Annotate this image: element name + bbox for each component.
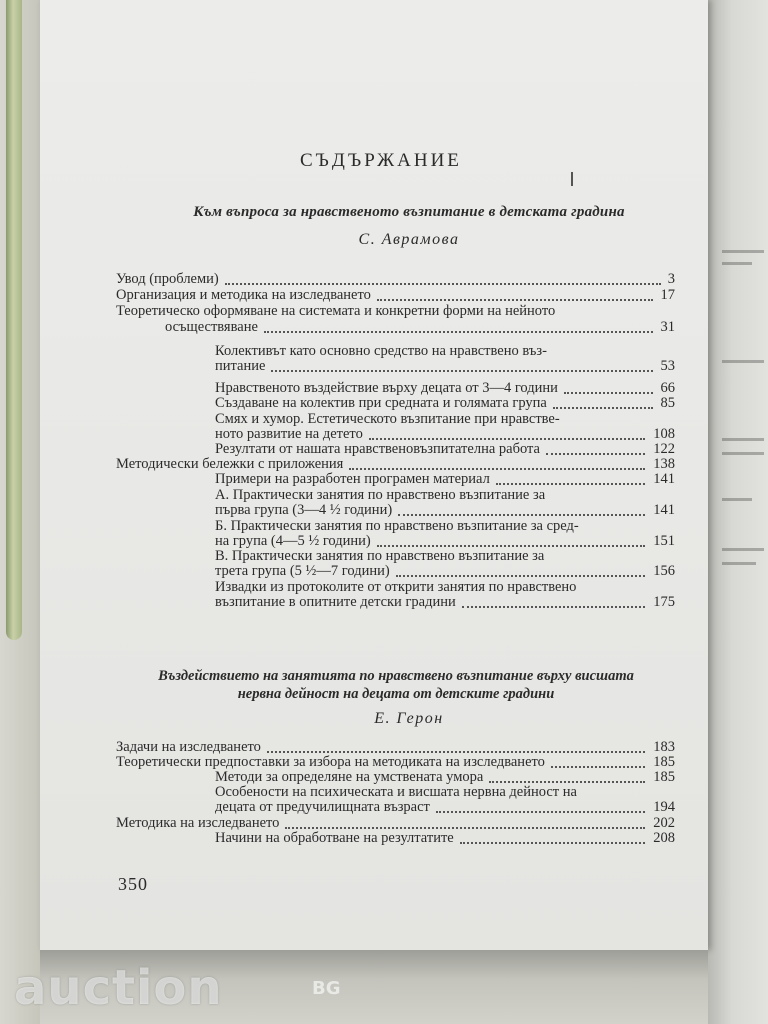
toc-entry-text: Примери на разработен програмен материал bbox=[215, 471, 490, 487]
toc-entry-page: 202 bbox=[653, 815, 675, 831]
toc-entry-page: 108 bbox=[653, 426, 675, 442]
toc-entry-text: Методи за определяне на умствената умора bbox=[215, 769, 484, 785]
toc-entry-text: Извадки из протоколите от открити занятия по нравствено bbox=[215, 579, 577, 595]
toc-dot-leader bbox=[489, 781, 645, 783]
print-mark bbox=[571, 172, 573, 186]
toc-dot-leader bbox=[377, 545, 645, 547]
toc-entry-text: Създаване на колектив при средната и голямата група bbox=[215, 395, 547, 411]
toc-entry-page: 53 bbox=[660, 358, 675, 374]
toc-entry-page: 17 bbox=[660, 287, 675, 303]
toc-entry-text: Колективът като основно средство на нравствено въз- bbox=[215, 343, 547, 359]
toc-entry-text: първа група (3—4 ½ години) bbox=[215, 502, 393, 518]
section2-title-line2: нервна дейност на децата от детските градини bbox=[237, 686, 555, 702]
toc-entry-text: А. Практически занятия по нравствено възпитание за bbox=[215, 487, 546, 503]
book-spine bbox=[6, 0, 22, 640]
toc-dot-leader bbox=[462, 606, 645, 608]
toc-dot-leader bbox=[551, 766, 645, 768]
toc-entry-text: Организация и методика на изследването bbox=[116, 287, 371, 303]
toc-entry-page: 141 bbox=[653, 471, 675, 487]
facing-page-text-mark bbox=[722, 562, 756, 565]
toc-entry-page: 3 bbox=[667, 271, 675, 287]
toc-entry-page: 141 bbox=[653, 502, 675, 518]
contents-heading: СЪДЪРЖАНИЕ bbox=[300, 150, 462, 171]
toc-dot-leader bbox=[369, 438, 645, 440]
toc-entry-page: 138 bbox=[653, 456, 675, 472]
facing-page bbox=[708, 0, 768, 1024]
toc-entry-text: Методически бележки с приложения bbox=[116, 456, 344, 472]
toc-entry-text: Нравственото въздействие върху децата от 3—4 години bbox=[215, 380, 558, 396]
toc-entry-text: Смях и хумор. Естетическото възпитание при нравстве- bbox=[215, 411, 560, 427]
toc-entry-page: 156 bbox=[653, 563, 675, 579]
facing-page-text-mark bbox=[722, 250, 764, 253]
facing-page-text-mark bbox=[722, 548, 764, 551]
section2-title-line1: Въздействието на занятията по нравствено възпитание върху висшата bbox=[158, 668, 634, 684]
toc-entry-text: ното развитие на детето bbox=[215, 426, 363, 442]
watermark-brand: auction bbox=[14, 960, 223, 1016]
section1-title: Към въпроса за нравственото възпитание в детската градина bbox=[193, 204, 625, 220]
toc-entry-page: 185 bbox=[653, 754, 675, 770]
facing-page-text-mark bbox=[722, 498, 752, 501]
toc-entry-page: 194 bbox=[653, 799, 675, 815]
toc-entry-text: Особености на психическата и висшата нервна дейност на bbox=[215, 784, 577, 800]
toc-dot-leader bbox=[553, 407, 653, 409]
toc-entry-page: 66 bbox=[660, 380, 675, 396]
toc-entry-text: Резултати от нашата нравственовъзпитателна работа bbox=[215, 441, 540, 457]
toc-dot-leader bbox=[264, 331, 653, 333]
watermark-suffix: BG bbox=[312, 978, 341, 999]
toc-entry-text: осъществяване bbox=[165, 319, 258, 335]
toc-dot-leader bbox=[496, 483, 645, 485]
page-number: 350 bbox=[118, 874, 148, 894]
toc-dot-leader bbox=[225, 283, 661, 285]
toc-entry-text: на група (4—5 ½ години) bbox=[215, 533, 371, 549]
toc-dot-leader bbox=[377, 299, 653, 301]
toc-dot-leader bbox=[546, 453, 645, 455]
toc-entry-text: Увод (проблеми) bbox=[116, 271, 219, 287]
toc-entry-page: 85 bbox=[660, 395, 675, 411]
section2-author: Е. Герон bbox=[374, 710, 444, 727]
toc-dot-leader bbox=[271, 370, 653, 372]
toc-entry-text: децата от предучилищната възраст bbox=[215, 799, 430, 815]
toc-entry-text: питание bbox=[215, 358, 266, 374]
toc-dot-leader bbox=[285, 827, 645, 829]
toc-entry-text: В. Практически занятия по нравствено възпитание за bbox=[215, 548, 545, 564]
facing-page-text-mark bbox=[722, 360, 764, 363]
facing-page-text-mark bbox=[722, 262, 752, 265]
facing-page-text-mark bbox=[722, 452, 764, 455]
section1-author: С. Аврамова bbox=[358, 231, 460, 248]
toc-entry-page: 175 bbox=[653, 594, 675, 610]
facing-page-text-mark bbox=[722, 438, 764, 441]
toc-dot-leader bbox=[564, 392, 653, 394]
toc-entry-text: Начини на обработване на резултатите bbox=[215, 830, 454, 846]
toc-entry-page: 31 bbox=[660, 319, 675, 335]
toc-entry-text: Теоретически предпоставки за избора на методиката на изследването bbox=[116, 754, 545, 770]
toc-entry-text: Методика на изследването bbox=[116, 815, 280, 831]
toc-dot-leader bbox=[460, 842, 645, 844]
toc-entry-page: 183 bbox=[653, 739, 675, 755]
toc-entry-page: 122 bbox=[653, 441, 675, 457]
toc-dot-leader bbox=[267, 751, 645, 753]
toc-dot-leader bbox=[436, 811, 645, 813]
toc-dot-leader bbox=[396, 575, 645, 577]
toc-entry-page: 151 bbox=[653, 533, 675, 549]
toc-entry-text: Б. Практически занятия по нравствено възпитание за сред- bbox=[215, 518, 579, 534]
toc-entry-text: възпитание в опитните детски градини bbox=[215, 594, 456, 610]
section2-title bbox=[118, 667, 674, 703]
toc-entry-text: трета група (5 ½—7 години) bbox=[215, 563, 390, 579]
toc-entry-page: 185 bbox=[653, 769, 675, 785]
toc-dot-leader bbox=[349, 468, 645, 470]
toc-entry-text: Теоретическо оформяване на системата и конкретни форми на нейното bbox=[116, 303, 556, 319]
toc-dot-leader bbox=[398, 514, 645, 516]
toc-entry-text: Задачи на изследването bbox=[116, 739, 261, 755]
toc-entry-page: 208 bbox=[653, 830, 675, 846]
